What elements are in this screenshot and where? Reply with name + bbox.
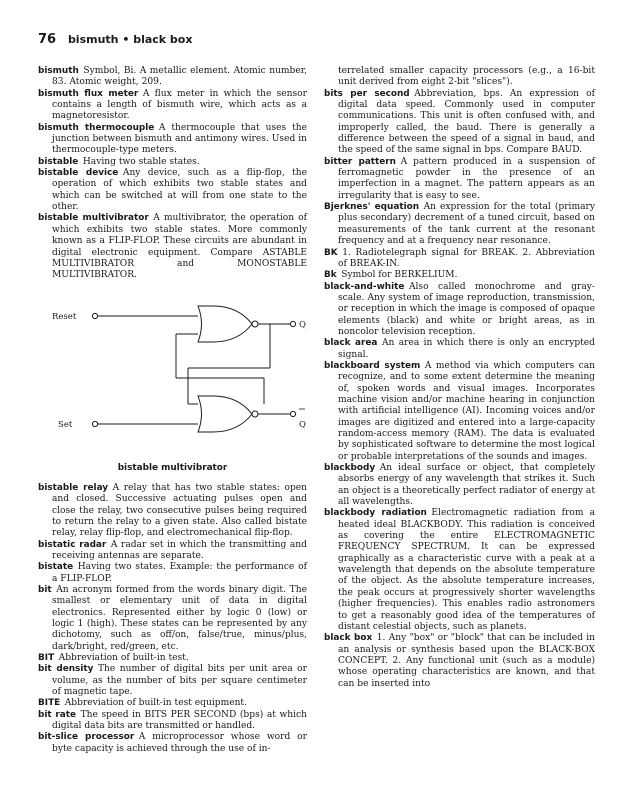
dictionary-entry	[38, 585, 307, 653]
entry-definition: Symbol, Bi. A metallic element. Atomic number, 83. Atomic weight, 209.	[52, 66, 307, 88]
entry-term: BK	[324, 247, 338, 258]
qbar-label: Q	[299, 419, 306, 430]
entry-term: BITE	[38, 698, 61, 709]
entry-definition: A method via which computers can recognize, and to some extent determine the meaning of, spoken words and visual images. Incorporates machine vision and/or machine hearing in conjunction with artificial intelligence (AI). Incoming voices and/or images are digitized and entered into a large-capacity random-access memory (RAM). The data is evaluated by sophisticated software to determine the most logical or probable interpretations of the sounds and images.	[338, 360, 595, 462]
q-terminal	[290, 321, 295, 326]
flip-flop-diagram	[38, 296, 307, 463]
dictionary-entry	[38, 698, 307, 709]
reset-terminal	[92, 313, 97, 318]
entry-definition: An acronym formed from the words binary digit. The smallest or elementary unit of data in digital electronics. Represented either by logic 0 (low) or logic 1 (high). These states can be represented by any dichotomy, such as off/on, false/true, minus/plus, dark/bright, red/green, etc.	[52, 584, 307, 652]
dictionary-entry	[38, 89, 307, 123]
dictionary-entry	[38, 562, 307, 585]
entry-term: bismuth thermocouple	[38, 122, 155, 133]
entry-definition: The number of digital bits per unit area or volume, as the number of bits per square centimeter of magnetic tape.	[52, 664, 307, 698]
entry-term: bistate	[38, 562, 74, 573]
entry-definition: Also called monochrome and gray-scale. Any system of image reproduction, transmission, or reception in which the image is composed of opaque elements (black) and white or bright areas, as in noncolor television reception.	[338, 281, 595, 337]
dictionary-entry	[38, 66, 307, 89]
entry-definition: A relay that has two stable states: open and closed. Successive actuating pulses open and close the relay, two consecutive pulses being required to return the relay to a given state. Also called bistate relay, relay flip-flop, and electromechanical flip-flop.	[52, 482, 307, 539]
entry-definition: A radar set in which the transmitting and receiving antennas are separate.	[52, 539, 307, 561]
dictionary-entry	[38, 710, 307, 733]
entry-term: bismuth flux meter	[38, 88, 139, 99]
qbar-terminal	[290, 411, 295, 416]
entry-definition: 1. Any "box" or "block" that can be included in an analysis or synthesis based upon the BLACK-BOX CONCEPT. 2. Any functional unit (such as a module) whose operating characteristics are known, and that can be inserted into	[338, 633, 595, 689]
dictionary-entry	[324, 282, 595, 339]
dictionary-entry	[38, 664, 307, 698]
entry-definition: An area in which there is only an encrypted signal.	[338, 338, 596, 360]
entry-definition: An ideal surface or object, that completely absorbs energy of any wavelength that strikes it. Such an object is a theoretically perfect radiator of energy at all wavelengths.	[338, 463, 595, 508]
reset-label: Reset	[52, 311, 77, 322]
entry-term: black-and-white	[324, 281, 405, 292]
bistable-multivibrator-figure	[38, 296, 307, 463]
nor-gate-bottom	[198, 396, 252, 432]
entry-term: bistable device	[38, 168, 119, 179]
entry-definition: Any device, such as a flip-flop, the operation of which exhibits two stable states and which can be switched at will from one state to the other.	[52, 168, 307, 213]
entry-term: bit	[38, 584, 52, 595]
entry-term: bismuth	[38, 66, 79, 76]
entry-definition: 1. Radiotelegraph signal for BREAK. 2. Abbreviation of BREAK-IN.	[338, 247, 595, 269]
dictionary-entry	[324, 508, 595, 633]
entry-term: bistable multivibrator	[38, 213, 149, 224]
dictionary-entry	[38, 157, 307, 168]
entry-term: Bjerknes' equation	[324, 202, 420, 213]
entry-definition: The speed in BITS PER SECOND (bps) at which digital data bits are transmitted or handled.	[52, 709, 308, 732]
left-entries-continued	[38, 483, 307, 755]
entry-definition: Having two stable states.	[82, 156, 200, 167]
entry-term: black area	[324, 338, 378, 349]
entry-term: bit-slice processor	[38, 732, 135, 743]
entry-term: bistatic radar	[38, 539, 107, 550]
dictionary-entry	[324, 89, 595, 157]
entry-definition: Abbreviation of built-in test.	[58, 653, 189, 664]
entry-term: black box	[324, 633, 373, 644]
dictionary-entry	[324, 338, 595, 361]
entry-definition: A flux meter in which the sensor contains a length of bismuth wire, which acts as a magnetoresistor.	[52, 88, 308, 122]
entry-definition: A microprocessor whose word or byte capacity is achieved through the use of in-	[52, 732, 307, 754]
entry-definition: Abbreviation, bps. An expression of digital data speed. Commonly used in computer communications. This unit is often confused with, and improperly called, the baud. There is generally a difference between the speed of a signal in baud, and the speed of the same signal in bps. Compare BAUD.	[338, 88, 595, 156]
entry-term: blackbody	[324, 463, 376, 474]
dictionary-entry	[38, 213, 307, 281]
nor-gate-top	[198, 306, 252, 342]
entry-term: bitter pattern	[324, 156, 397, 167]
entry-definition: Having two states. Example: the performance of a FLIP-FLOP.	[52, 562, 307, 584]
dictionary-entry	[324, 270, 595, 281]
dictionary-entry	[38, 483, 307, 540]
entry-term: bistable relay	[38, 482, 109, 493]
dictionary-entry	[38, 732, 307, 755]
entry-term: Bk	[324, 270, 337, 281]
dictionary-entry	[324, 463, 595, 508]
left-column	[38, 66, 307, 755]
dictionary-entry	[324, 633, 595, 690]
entry-definition: Electromagnetic radiation from a heated ideal BLACKBODY. This radiation is conceived as covering the entire ELECTROMAGNETIC FREQUENCY SPECTRUM. It can be expressed graphically as a characteristic curve with a peak at a wavelength that depends on the absolute temperature of the object. As the absolute temperature increases, the peak occurs at progressively shorter wavelengths (higher frequencies). This enables radio astronomers to get a reasonably good idea of the temperatures of distant celestial objects, such as planets.	[338, 508, 595, 632]
dictionary-entry	[38, 540, 307, 563]
entry-term: bistable	[38, 156, 79, 167]
running-title: bismuth • black box	[67, 33, 193, 46]
entry-term: bit rate	[38, 709, 77, 720]
dictionary-entry	[324, 361, 595, 463]
figure-caption: bistable multivibrator	[117, 462, 228, 473]
entry-definition: A pattern produced in a suspension of ferromagnetic powder in the presence of an imperfection in a magnet. The pattern appears as an irregularity that is easy to see.	[338, 156, 595, 201]
entry-definition: A thermocouple that uses the junction between bismuth and antimony wires. Used in thermocouple-type meters.	[52, 122, 307, 156]
running-header	[38, 32, 192, 48]
entry-definition: A multivibrator, the operation of which exhibits two stable states. More commonly known as a FLIP-FLOP. These circuits are abundant in digital electronic equipment. Compare ASTABLE MULTIVIBRATOR and MONOSTABLE MULTIVIBRATOR.	[52, 213, 307, 281]
left-entries	[38, 66, 307, 282]
entry-term: blackbody radiation	[324, 508, 427, 519]
dictionary-entry	[38, 653, 307, 664]
entry-definition: terrelated smaller capacity processors (e.g., a 16-bit unit derived from eight 2-bit "slices").	[338, 66, 595, 88]
dictionary-entry	[38, 123, 307, 157]
dictionary-entry	[324, 248, 595, 271]
dictionary-entry	[324, 202, 595, 247]
page-number: 76	[38, 32, 57, 47]
entry-definition: An expression for the total (primary plus secondary) decrement of a tuned circuit, based on measurements of the tank current at the resonant frequency and at a frequency near resonance.	[338, 202, 595, 247]
right-column	[324, 66, 595, 690]
entry-term: bits per second	[324, 88, 410, 99]
entry-definition: Abbreviation of built-in test equipment.	[64, 698, 247, 709]
q-label: Q	[299, 319, 306, 330]
entry-term: blackboard system	[324, 360, 421, 371]
set-terminal	[92, 421, 97, 426]
dictionary-entry	[38, 168, 307, 213]
entry-term: BIT	[38, 653, 55, 664]
set-label: Set	[58, 419, 73, 430]
dictionary-entry	[324, 66, 595, 89]
entry-definition: Symbol for BERKELIUM.	[341, 270, 458, 281]
right-entries	[324, 66, 595, 690]
dictionary-entry	[324, 157, 595, 202]
entry-term: bit density	[38, 664, 94, 675]
